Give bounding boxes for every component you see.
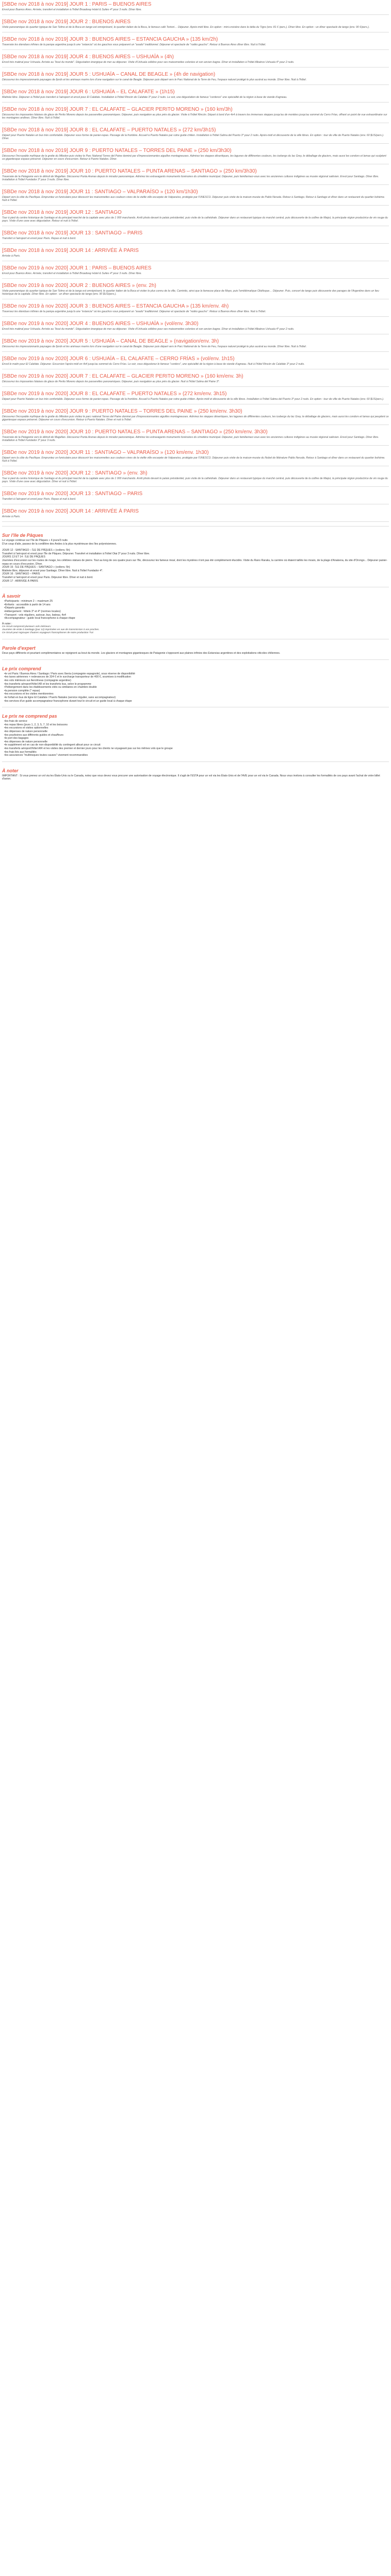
itinerary-day xyxy=(2,146,389,164)
price-includes-item: • l'hébergement dans les établissements cités ou similaires en chambre double xyxy=(4,686,389,689)
divider xyxy=(2,49,389,50)
day-description: Tour à pied du centre historique de Santiago et du principal marché de la capitale avec plus de 1 000 marchands. Arrêt photo devant le palais présidentiel, puis visite de la cathédrale. Déjeuner dans un restaurant typique du marché central, puis découverte de la colline de Maipú, la principale région productrice de vin rouge du pays. Visite d'une cave avec dégustation. Dîner et nuit à l'hôtel. xyxy=(2,477,388,483)
day-description: Découvrez les impressionnants paysages de fjords et les animaux marins lors d'une navigation sur le canal de Beagle. Déjeuner puis départ vers le Parc National de la Terre de Feu, l'espace naturel protégé le plus austral au monde. Dîner libre. Nuit à l'hôtel. xyxy=(2,345,307,348)
day-title-link[interactable]: [SBDe nov 2019 à nov 2020] JOUR 11 : SANTIAGO – VALPARAÍSO » (120 km/env. 1h30) xyxy=(2,450,209,455)
day-title-link[interactable]: [SBDe nov 2018 à nov 2019] JOUR 11 : SANTIAGO – VALPARAÍSO » (120 km/1h30) xyxy=(2,189,198,195)
divider xyxy=(2,386,389,387)
itinerary-day xyxy=(2,0,389,15)
itinerary-day xyxy=(2,18,389,32)
parole-expert-text: Deux pays différents et pourtant complémentaires se rejoignent au bout du monde. Les glaciers et montagnes gigantesques de Patagonie s'opposent aux plaines infinies des Estancias argentines et des exploitations viticoles chiliennes. xyxy=(2,652,281,655)
price-excludes-item: • les excursions et visites optionnelles xyxy=(4,726,389,730)
easter-island-line: Le voyage continue sur l'île de Pâques » 4 jours/3 nuits xyxy=(2,539,68,542)
day-description: Envol le matin pour El Calafate. Déjeuner. Excursion l'après-midi en 4x4 jusqu'au sommet du Cerro Frías. Le soir, vous dégusterez le fameux "cordero", une spécialité de la région à base de viande d'agneau. Nuit à l'hôtel Rincón de Calafate 3* pour 2 nuits. xyxy=(2,363,305,366)
a-noter-notes xyxy=(2,625,389,635)
divider xyxy=(2,102,389,103)
day-description: Envol pour Buenos Aires. Arrivée, transfert et installation à l'hôtel Broadway Hotel & Suites 4* pour 3 nuits. Dîner libre. xyxy=(2,8,142,11)
day-title-link[interactable]: [SBDe nov 2019 à nov 2020] JOUR 2 : BUENOS AIRES » (env. 2h) xyxy=(2,283,156,289)
page-content xyxy=(0,0,391,785)
price-excludes-item: • les frais liés aux formalités xyxy=(4,751,389,754)
price-excludes-list xyxy=(2,720,389,757)
day-title-link[interactable]: [SBDe nov 2019 à nov 2020] JOUR 10 : PUERTO NATALES – PUNTA ARENAS – SANTIAGO » (250 km/env. 3h30) xyxy=(2,429,268,435)
day-title-link[interactable]: [SBDe nov 2019 à nov 2020] JOUR 3 : BUENOS AIRES – ESTANCIA GAUCHA » (135 km/env. 4h) xyxy=(2,303,229,309)
price-excludes-section xyxy=(2,714,389,757)
easter-island-line: D'un coup d'aile, passez de la cordillère des Andes à la plus mystérieuse des îles polynésiennes. xyxy=(2,542,117,546)
itinerary-day xyxy=(2,53,389,67)
price-includes-item: • la pension complète (* repas) xyxy=(4,689,389,693)
day-title-link[interactable]: [SBDe nov 2018 à nov 2019] JOUR 12 : SANTIAGO xyxy=(2,210,122,215)
easter-island-line: Transfert à l'aéroport et envol pour Paris. Déjeuner libre. Dîner et nuit à bord. xyxy=(2,575,93,579)
itinerary-day xyxy=(2,337,389,352)
easter-island-line: JOUR 16 : SANTIAGO – PARIS xyxy=(2,572,40,576)
day-description: Envol très matinal pour Ushuaïa. Arrivée au "bout du monde". Dégustation énergique de mer au déjeuner. Visite d'Ushuaïa célèbre pour ses maisonnettes colorées et son ancien bagne. Dîner et installation à l'hôtel Albatros Ushuaïa 4* pour 2 nuits. xyxy=(2,61,295,64)
itinerary-day xyxy=(2,188,389,206)
parole-expert-section xyxy=(2,646,389,655)
day-description: Envol pour Buenos Aires. Arrivée, transfert et installation à l'hôtel Broadway Hotel & Suites 4* pour 3 nuits. Dîner libre. xyxy=(2,272,142,275)
divider xyxy=(2,521,389,522)
price-includes-item: • le forfait en bus de ligne El Calafate / Puerto Natales (service régulier, sans accompagnateur) xyxy=(4,696,389,700)
itinerary-day xyxy=(2,507,389,522)
a-noter-note: Ce circuit comprend plusieurs vols intérieurs. xyxy=(2,625,52,629)
itinerary-day xyxy=(2,489,389,504)
itinerary-day xyxy=(2,302,389,317)
itinerary-day xyxy=(2,70,389,85)
price-excludes-item: • les dépenses de nature personnelle xyxy=(4,730,389,734)
itinerary-day xyxy=(2,208,389,226)
itinerary-day xyxy=(2,448,389,466)
day-description: Visite panoramique du quartier typique de San Telmo et de la tango est omniprésent, le quartier italien de la Boca et visiter le plus connu de la ville, Caminito, ainsi que la fameuse place de Mayo, puis l'emblématique Obélisque… Déjeuner. Puis, concert de tango puis découverte des parages de l'Argentine dans un lieu historique de la capitale. Dîner libre. En option : un dîner spectacle de tango (env. 90 $US/pers.). xyxy=(2,290,379,296)
day-description: Traversée les étendues infinies de la pampa argentine jusqu'à une "estancia" où les gauchos vous préparent un "asado" traditionnel. Déjeuner et spectacle de "rodéo gaucho". Retour à Buenos Aires dîner libre. Nuit à l'hôtel. xyxy=(2,43,266,46)
day-title-link[interactable]: [SBDe nov 2018 à nov 2019] JOUR 10 : PUERTO NATALES – PUNTA ARENAS – SANTIAGO » (250 km/3h30) xyxy=(2,168,257,174)
a-savoir-item: • Participants : minimum 2 – maximum 25 xyxy=(4,600,389,603)
itinerary-day xyxy=(2,126,389,144)
divider xyxy=(2,486,389,487)
easter-island-line: Matinée libre, déjeuner et envol pour Santiago. Dîner libre. Nuit à l'hôtel Fundador 4*. xyxy=(2,569,103,572)
important-section xyxy=(2,768,389,781)
itinerary-day xyxy=(2,264,389,279)
itinerary-day xyxy=(2,372,389,387)
day-description: Départ pour Puerto Natales en bus très confortable. Déjeuner sous forme de panier-repas. Passage de la frontière. Accueil à Puerto Natales par votre guide chilien. Après-midi et découverte de la ville libres. Installation à l'hôtel Salma del Puerto 3* pour 2 nuits. En option : tour de ville de Puerto Natales (env. 60 $US/pers.). xyxy=(2,398,384,401)
itinerary-day xyxy=(2,354,389,369)
day-title-link[interactable]: [SBDe nov 2018 à nov 2019] JOUR 8 : EL CALAFATE – PUERTO NATALES » (272 km/3h15) xyxy=(2,127,216,133)
a-savoir-list xyxy=(2,600,389,620)
day-description: Départ pour Puerto Natales en bus très confortable. Déjeuner sous forme de panier-repas. Passage de la frontière. Accueil à Puerto Natales par votre guide chilien. Installation à l'hôtel Salma del Puerto 3* pour 2 nuits. Après-midi et découverte de la ville libres. En option : tour de ville de Puerto Natales (env. 60 $US/pers.). Dîner. xyxy=(2,134,384,140)
price-excludes-item: • le supplément vol en cas de non-disponibilité du contingent alloué pour ce circuit xyxy=(4,743,389,747)
divider xyxy=(2,14,389,15)
a-savoir-item: • Enfants : accessible à partir de 14 ans xyxy=(4,603,389,607)
itinerary-day xyxy=(2,246,389,261)
parole-expert-heading: Parole d'expert xyxy=(2,646,36,651)
day-description: Envol très matinal pour Ushuaïa. Arrivée au "bout du monde". Dégustation énergique de mer au déjeuner. Visite d'Ushuaïa célèbre pour ses maisonnettes colorées et son ancien bagne. Dîner et installation à l'hôtel Albatros Ushuaïa 4* pour 2 nuits. xyxy=(2,328,295,331)
easter-island-line: JOUR 15 : ÎLE DE PÂQUES – SANTIAGO » (vol/env. 5h) xyxy=(2,566,70,569)
day-title-link[interactable]: [SBDe nov 2019 à nov 2020] JOUR 12 : SANTIAGO » (env. 3h) xyxy=(2,470,148,476)
price-includes-item: • les excursions et les visites mentionnées xyxy=(4,692,389,696)
day-description: Transfert à l'aéroport et envol pour Paris. Repas et nuit à bord. xyxy=(2,498,76,501)
day-description: Arrivée à Paris. xyxy=(2,515,21,518)
easter-island-line: Journées d'excursion sur les routes de rivage, les célèbres statues de pierre. Tout au long de ces quatre jours sur l'île, découvrez les fameux moaï, dont les mystères n'ont pas été complètement élucidés. Visite du Rano Raraku, la carrière où étaient taillés les moaïs, de la plage d'Anakena, du site d'Orongo... Déjeuner panier-repas en cours d'excursion. Dîner. xyxy=(2,558,387,566)
day-description: Tour à pied du centre historique de Santiago et du principal marché de la capitale avec plus de 1 000 marchands. Arrêt photo devant le palais présidentiel, puis visite de la cathédrale. Déjeuner dans un restaurant typique du marché central, puis découverte de la colline de Maipú, la principale région productrice de vin rouge du pays. Visite d'une cave avec dégustation. Retour et nuit à l'hôtel. xyxy=(2,216,388,223)
easter-island-line: JOUR 17 : ARRIVÉE À PARIS xyxy=(2,579,38,583)
price-excludes-item: • les dépenses de nature personnelle xyxy=(4,740,389,744)
day-title-link[interactable]: [SBDe nov 2019 à nov 2020] JOUR 6 : USHUAÏA – EL CALAFATE – CERRO FRÍAS » (vol/env. 1h15) xyxy=(2,356,235,362)
itinerary-day xyxy=(2,281,389,299)
day-title-link[interactable]: [SBDe nov 2019 à nov 2020] JOUR 5 : USHUAÏA – CANAL DE BEAGLE » (navigation/env. 3h) xyxy=(2,338,219,344)
price-includes-item: • les transferts aéroport/hôtel AR et les transferts bus, selon le programme xyxy=(4,683,389,686)
a-savoir-item: • Transport : vols réguliers, autocar, bus, bateau, 4x4 xyxy=(4,614,389,617)
day-description: Découvrez l'incroyable mythique de la grotte du Milodon puis visitez le parc national Torres del Paine dominé par d'impressionnantes aiguilles montagneuses. Admirez les steppes désertiques, les lagunes de différentes couleurs, les icebergs du lac Grey, le déballage de glaciers, mais aussi les condors et lamas qui peuplent ce gigantesque espace préservé. Déjeuner en cours d'excursion. Retour à Puerto Natales. Dîner et nuit à l'hôtel. xyxy=(2,415,389,421)
day-title-link[interactable]: [SBDe nov 2019 à nov 2020] JOUR 14 : ARRIVÉE À PARIS xyxy=(2,509,139,514)
divider xyxy=(2,445,389,446)
day-title-link[interactable]: [SBDe nov 2018 à nov 2019] JOUR 6 : USHUAÏA – EL CALAFATE » (1h15) xyxy=(2,89,175,95)
day-description: Traversée de la Patagonie vers le détroit de Magellan. Découvrez Punta Arenas depuis le mirador panoramique. Admirez les extravagants monuments funéraires du cimetière municipal. Déjeuner, puis familiarisez-vous avec les anciennes cultures indigènes au musée régional salésien. Envol pour Santiago. Dîner libre. Installation à l'hôtel Fundador 3* pour 3 nuits. Dîner libre. xyxy=(2,175,379,181)
day-title-link[interactable]: [SBDe nov 2018 à nov 2019] JOUR 5 : USHUAÏA – CANAL DE BEAGLE » (4h de navigation) xyxy=(2,72,216,77)
itinerary-day xyxy=(2,389,389,404)
a-savoir-section xyxy=(2,594,389,635)
divider xyxy=(2,659,389,660)
itinerary-day xyxy=(2,469,389,487)
a-savoir-heading: À savoir xyxy=(2,594,21,599)
easter-island-line: JOUR 12 : SANTIAGO – ÎLE DE PÂQUES » (vol/env. 5h) xyxy=(2,549,70,552)
price-excludes-item: • les frais de service xyxy=(4,720,389,723)
day-title-link[interactable]: [SBDe nov 2019 à nov 2020] JOUR 8 : EL CALAFATE – PUERTO NATALES » (272 km/env. 3h15) xyxy=(2,391,227,397)
easter-island-lines xyxy=(2,539,389,583)
day-description: Transfert à l'aéroport et envol pour Paris. Repas et nuit à bord. xyxy=(2,237,76,240)
easter-island-heading: Sur l'île de Pâques xyxy=(2,533,43,538)
a-savoir-item: • Accompagnateur : guide local francophone à chaque étape xyxy=(4,617,389,620)
day-description: Découvrez l'incroyable mythique de la grotte du Milodon puis visitez le Parc National Torres del Paine dominé par d'impressionnantes aiguilles montagneuses. Admirez les steppes désertiques, les lagunes de différentes couleurs, les icebergs du lac Grey, le déballage de glaciers, mais aussi les condors et lamas qui sculptent ce gigantesque espace préservé. Déjeuner en cours d'excursion. Retour à Puerto Natales. Dîner. xyxy=(2,155,386,161)
itinerary-2019 xyxy=(2,264,389,522)
day-description: Départ vers la côte du Pacifique. Empruntez un funiculaire pour découvrir les maisonnettes aux couleurs vives de la vieille ville escarpée de Valparaíso, protégée par l'UNESCO. Déjeuner puis visite de la maison-musée de Pablo Neruda. Retour à Santiago. Retour à Santiago et dîner dans un restaurant du quartier bohème. Nuit à l'hôtel. xyxy=(2,196,385,202)
easter-island-section xyxy=(2,533,389,583)
price-includes-item: • les services d'un guide accompagnateur francophone durant tout le circuit et un guide local à chaque étape xyxy=(4,700,389,703)
day-description: Découvrez les imposantes falaises de glace de Perito Moreno depuis les passerelles panoramiques. Déjeuner, puis navigation au plus près du glacier. Nuit à l'hôtel Salma del Paine 3*. xyxy=(2,380,220,383)
important-text: IMPORTANT : Si vous prenez un vol via les États-Unis ou le Canada, notez que vous devez vous procurer une autorisation de voyage électronique. Il s'agit de l'ESTA pour un vol via les États-Unis et de l'AVE pour un vol via le Canada. Nous vous invitons à consulter les formalités de ces pays avant l'achat de votre billet d'avion. xyxy=(2,774,380,781)
day-description: Découvrez les imposantes falaises de glace de Perito Moreno depuis les passerelles panoramiques. Déjeuner, puis navigation au plus près du glacier. Visite à l'hôtel Rincón. Départ à bord d'un 4x4 à travers les immenses steppes jusqu'au de montées jusqu'au sommet du Cerro Frías, offrant un point de vue extraordinaire sur les montagnes andines. Dîner libre. Nuit à l'hôtel. xyxy=(2,113,387,120)
a-noter-note: Ce circuit peut regrouper d'autres voyageurs francophones de notre production TUI. xyxy=(2,632,94,635)
price-excludes-item: • les assurances "multirisques toutes causes" vivement recommandées xyxy=(4,754,389,757)
price-includes-item: • les taxes aériennes + redevances de 324 € et le surcharge transporteur de 400 €, soumises à modification xyxy=(4,675,389,679)
day-title-link[interactable]: [SBDe nov 2019 à nov 2020] JOUR 7 : EL CALAFATE – GLACIER PERITO MORENO » (160 km/env. 3h) xyxy=(2,374,243,379)
price-includes-list xyxy=(2,672,389,703)
itinerary-2018 xyxy=(2,0,389,261)
day-title-link[interactable]: [SBDe nov 2018 à nov 2019] JOUR 14 : ARRIVÉE À PARIS xyxy=(2,248,139,253)
itinerary-day xyxy=(2,167,389,185)
price-excludes-item: • les transferts aéroport/hôtel A/R et les visites des premier et dernier jours pour les clients ne voyageant pas sur les mêmes vols que le groupe xyxy=(4,747,389,751)
divider xyxy=(2,351,389,352)
itinerary-day xyxy=(2,105,389,123)
itinerary-day xyxy=(2,428,389,446)
a-savoir-item: • Hébergement : hôtels 3* et 4* (normes locales) xyxy=(4,610,389,614)
day-description: Traversez les étendues infinies de la pampa argentine jusqu'à une "estancia" où les gauchos vous préparent un "asado" traditionnel. Déjeuner et spectacle de "rodéo gaucho". Retour à Buenos Aires dîner libre. Nuit à l'hôtel. xyxy=(2,310,266,313)
a-noter-note: Journées de visite à Santiago (jour 12) imprimées en vue de transmission à vos proches. xyxy=(2,629,100,632)
important-heading: À noter xyxy=(2,768,19,773)
day-title-link[interactable]: [SBDe nov 2019 à nov 2020] JOUR 1 : PARIS – BUENOS AIRES xyxy=(2,265,152,271)
itinerary-day xyxy=(2,229,389,244)
day-description: Traversée de la Patagonie vers le détroit de Magellan. Découvrez Punta Arenas depuis le mirador panoramique. Admirez les extravagants monuments funéraires du cimetière municipal. Déjeuner, puis familiarisez-vous avec les anciennes cultures indigènes au musée régional salésien. Envol pour Santiago. Dîner libre. Installation à l'hôtel Fundador 3* pour 3 nuits. xyxy=(2,436,379,442)
day-description: Découvrez les impressionnants paysages de fjords et les animaux marins lors d'une navigation sur le canal de Beagle. Déjeuner puis départ vers le Parc National de la Terre de Feu, l'espace naturel protégé le plus austral au monde. Dîner libre. Nuit à l'hôtel. xyxy=(2,78,307,81)
divider xyxy=(2,316,389,317)
divider xyxy=(2,526,389,527)
easter-island-line: Transfert à l'aéroport et envol pour l'île de Pâques. Déjeuner. Transfert et installation à l'hôtel Otai 3* pour 3 nuits. Dîner libre. xyxy=(2,552,150,555)
day-description: Visite panoramique du quartier typique de San Telmo et de la Boca en tango est omniprésent, le quartier italien de la Boca, le fameux café Tortoni… Déjeuner. Après-midi libre. En option : mini-croisière dans le delta du Tigre (env. 81 € /pers.). Dîner libre. En option : un dîner spectacle de tango (env. 90 €/pers.). xyxy=(2,26,370,29)
day-title-link[interactable]: [SBDe nov 2019 à nov 2020] JOUR 13 : SANTIAGO – PARIS xyxy=(2,491,143,497)
day-description: Départ vers la côte du Pacifique. Empruntez un funiculaire pour découvrir les maisonnettes aux couleurs vives de la vieille ville escarpée de Valparaíso, protégée par l'UNESCO. Déjeuner puis visite de la maison-musée du Nobel de littérature Pablo Neruda. Retour à Santiago et dîner dans un restaurant du quartier bohème. Nuit à l'hôtel. xyxy=(2,456,385,463)
day-title-link[interactable]: [SBDe nov 2018 à nov 2019] JOUR 1 : PARIS – BUENOS AIRES xyxy=(2,2,152,7)
easter-island-line: JOURS 13 ET 14 : ÎLE DE PÂQUES xyxy=(2,555,45,559)
divider xyxy=(2,205,389,206)
price-includes-heading: Le prix comprend xyxy=(2,666,41,671)
price-excludes-heading: Le prix ne comprend pas xyxy=(2,714,57,719)
price-includes-item: • le vol Paris / Buenos Aires / Santiago / Paris avec Iberia (compagnie espagnole), sous réserve de disponibilité xyxy=(4,672,389,676)
divider xyxy=(2,143,389,144)
divider xyxy=(2,278,389,279)
day-title-link[interactable]: [SBDe nov 2018 à nov 2019] JOUR 13 : SANTIAGO – PARIS xyxy=(2,230,143,236)
price-includes-item: • les vols intérieurs sur Aerolíneas (compagnie argentine) xyxy=(4,679,389,683)
itinerary-day xyxy=(2,319,389,334)
day-title-link[interactable]: [SBDe nov 2018 à nov 2019] JOUR 7 : EL CALAFATE – GLACIER PERITO MORENO » (160 km/3h) xyxy=(2,107,233,112)
day-title-link[interactable]: [SBDe nov 2018 à nov 2019] JOUR 2 : BUENOS AIRES xyxy=(2,19,131,25)
price-excludes-item: • le port des bagages xyxy=(4,737,389,740)
a-noter-heading: À noter : xyxy=(2,622,12,625)
day-description: Matinée libre. Déjeuner à l'hôtel puis transfert à l'aéroport et envol pour El Calafate. Installation à l'hôtel Rincón de Calafate 3* pour 2 nuits. Le soir, une dégustation de fameux "corderos" une spécialité de la région à base de viande d'agneau. xyxy=(2,96,287,99)
day-description: Arrivée à Paris. xyxy=(2,255,21,258)
itinerary-day xyxy=(2,88,389,103)
price-excludes-item: • les pourboires aux différents guides et chauffeurs xyxy=(4,734,389,737)
divider xyxy=(2,84,389,85)
price-excludes-item: • les repas libres (jours 1, 2, 3, 5, 7, 10 et les boissons xyxy=(4,723,389,727)
divider xyxy=(2,184,389,185)
day-title-link[interactable]: [SBDe nov 2019 à nov 2020] JOUR 9 : PUERTO NATALES – TORRES DEL PAINE » (250 km/env. 3h30) xyxy=(2,409,242,414)
itinerary-day xyxy=(2,35,389,50)
divider xyxy=(2,243,389,244)
day-title-link[interactable]: [SBDe nov 2019 à nov 2020] JOUR 4 : BUENOS AIRES – USHUAÏA » (vol/env. 3h30) xyxy=(2,321,199,327)
itinerary-day xyxy=(2,407,389,425)
a-savoir-item: • Départs garantis xyxy=(4,606,389,610)
divider xyxy=(2,761,389,762)
day-title-link[interactable]: [SBDe nov 2018 à nov 2019] JOUR 4 : BUENOS AIRES – USHUAÏA » (4h) xyxy=(2,54,174,60)
day-title-link[interactable]: [SBDe nov 2018 à nov 2019] JOUR 3 : BUENOS AIRES – ESTANCIA GAUCHA » (135 km/2h) xyxy=(2,37,218,42)
price-includes-section xyxy=(2,666,389,703)
day-title-link[interactable]: [SBDe nov 2018 à nov 2019] JOUR 9 : PUERTO NATALES – TORRES DEL PAINE » (250 km/3h30) xyxy=(2,148,232,154)
